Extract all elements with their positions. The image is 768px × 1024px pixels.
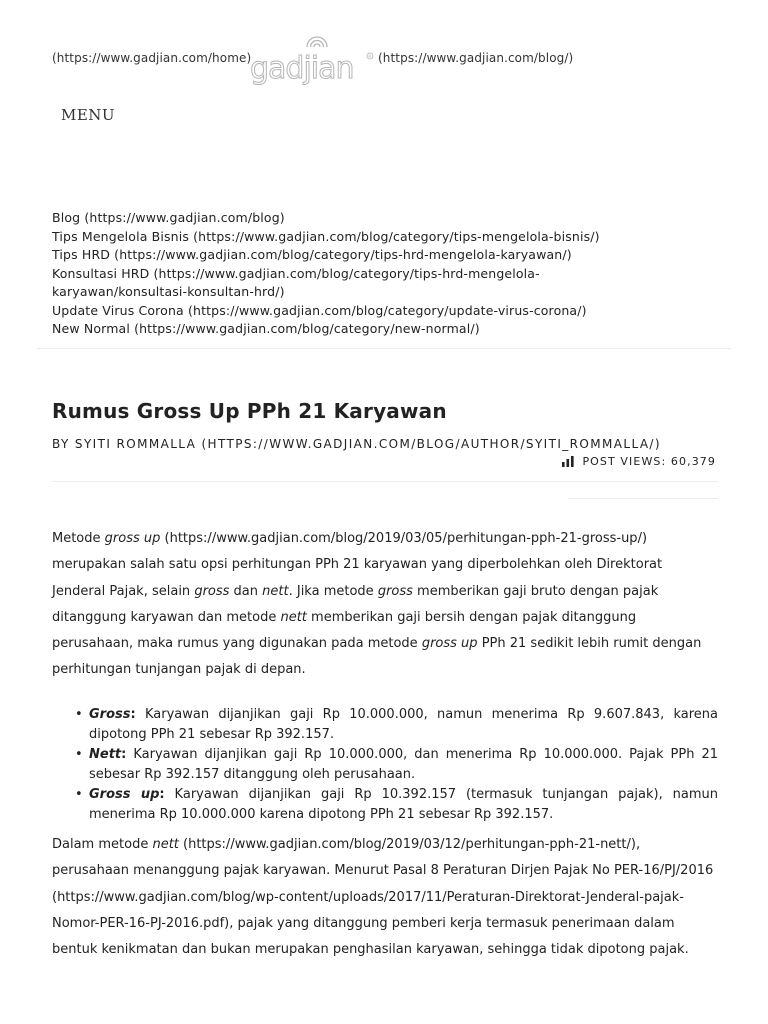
nav-item-tips-hrd[interactable]: Tips HRD (https://www.gadjian.com/blog/category/tips-hrd-mengelola-karyawan/): [52, 247, 572, 262]
p1-text-7: PPh 21 sedikit lebih rumit dengan perhitungan tunjangan pajak di depan.: [52, 636, 702, 678]
p1-em-nett-2: nett: [280, 609, 307, 625]
list-item-gross: [52, 705, 718, 745]
logo-wordmark: gadjian: [250, 51, 354, 86]
post-views-text: POST VIEWS: 60,379: [582, 455, 716, 468]
post-views: [562, 455, 716, 468]
nav-item-update-virus-corona[interactable]: Update Virus Corona (https://www.gadjian.com/blog/category/update-virus-corona/): [52, 302, 587, 318]
blog-home-link[interactable]: (https://www.gadjian.com/blog/): [378, 51, 574, 65]
p1-text-5: memberikan gaji bruto dengan pajak ditanggung karyawan dan metode: [52, 583, 659, 625]
title-divider: [52, 481, 718, 482]
bullet-text-gross-up: Karyawan dijanjikan gaji Rp 10.392.157 (termasuk tunjangan pajak), namun menerima Rp 10.000.000 karena dipotong PPh 21 sebesar Rp 392.157.: [89, 787, 719, 822]
gadjian-logo[interactable]: [246, 36, 378, 86]
p1-text-1: Metode: [52, 531, 105, 546]
bullet-label-gross-up: Gross up: [89, 787, 160, 802]
bullet-label-nett: Nett: [89, 747, 122, 762]
list-item-nett: [52, 745, 718, 785]
bullet-text-nett: Karyawan dijanjikan gaji Rp 10.000.000, dan menerima Rp 10.000.000. Pajak PPh 21 sebesar Rp 392.157 ditanggung oleh perusahaan.: [89, 747, 718, 782]
article-title: Rumus Gross Up PPh 21 Karyawan: [52, 399, 447, 423]
bullet-colon: :: [130, 707, 136, 722]
nav-item-blog[interactable]: Blog (https://www.gadjian.com/blog): [52, 210, 285, 225]
views-divider: [568, 498, 718, 499]
p1-text-2[interactable]: (https://www.gadjian.com/blog/2019/03/05/perhitungan-pph-21-gross-up/) merupakan salah satu opsi perhitungan PPh 21 karyawan yang diperbolehkan oleh Direktorat Jenderal Pajak, selain: [52, 531, 663, 599]
gross-up-link[interactable]: gross up: [104, 531, 161, 546]
nav-divider: [37, 348, 731, 349]
menu-button[interactable]: MENU: [61, 106, 116, 124]
bullet-colon: :: [121, 747, 127, 762]
p2-text-1: Dalam metode: [52, 837, 153, 852]
method-list: [52, 705, 718, 825]
bar-chart-icon: [562, 456, 575, 467]
p1-text-4: . Jika metode: [288, 583, 378, 599]
p1-em-gross: gross: [194, 583, 230, 599]
nett-link[interactable]: nett: [152, 837, 179, 852]
nett-paragraph: [52, 832, 717, 963]
bullet-label-gross: Gross: [89, 707, 131, 722]
intro-paragraph: [52, 526, 717, 684]
nav-item-new-normal[interactable]: New Normal (https://www.gadjian.com/blog/category/new-normal/): [52, 321, 480, 336]
svg-text:R: R: [368, 54, 372, 59]
home-link[interactable]: (https://www.gadjian.com/home): [52, 51, 252, 65]
category-nav: [52, 209, 732, 339]
list-item-gross-up: [52, 785, 718, 825]
p2-text-2[interactable]: (https://www.gadjian.com/blog/2019/03/12/perhitungan-pph-21-nett/), perusahaan menanggung pajak karyawan. Menurut Pasal 8 Peraturan Dirjen Pajak No PER-16/PJ/2016 (https://www.gadjian.com/blog/wp-content/uploads/2017/11/Peraturan-Direktorat-Jenderal-pajak-Nomor-PER-16-PJ-2016.pdf), pajak yang ditanggung pemberi kerja termasuk penerimaan dalam bentuk kenikmatan dan bukan merupakan penghasilan karyawan, sehingga tidak dipotong pajak.: [52, 837, 714, 958]
nav-item-konsultasi-hrd[interactable]: Konsultasi HRD (https://www.gadjian.com/blog/category/tips-hrd-mengelola-: [52, 265, 540, 281]
author-link[interactable]: BY SYITI ROMMALLA (HTTPS://WWW.GADJIAN.COM/BLOG/AUTHOR/SYITI_ROMMALLA/): [52, 437, 661, 451]
p1-em-nett: nett: [262, 583, 289, 599]
nav-item-tips-mengelola-bisnis[interactable]: Tips Mengelola Bisnis (https://www.gadjian.com/blog/category/tips-mengelola-bisnis/): [52, 228, 600, 244]
p1-em-gross-2: gross: [377, 583, 413, 599]
bullet-text-gross: Karyawan dijanjikan gaji Rp 10.000.000, namun menerima Rp 9.607.843, karena dipotong PPh 21 sebesar Rp 392.157.: [89, 707, 718, 742]
p1-text-6: memberikan gaji bersih dengan pajak ditanggung perusahaan, maka rumus yang digunakan pada metode: [52, 609, 637, 652]
bullet-colon: :: [159, 787, 165, 802]
nav-item-konsultasi-hrd-continued[interactable]: karyawan/konsultasi-konsultan-hrd/): [52, 284, 285, 299]
p1-em-gross-up: gross up: [421, 636, 478, 652]
p1-text-3: dan: [229, 583, 263, 599]
